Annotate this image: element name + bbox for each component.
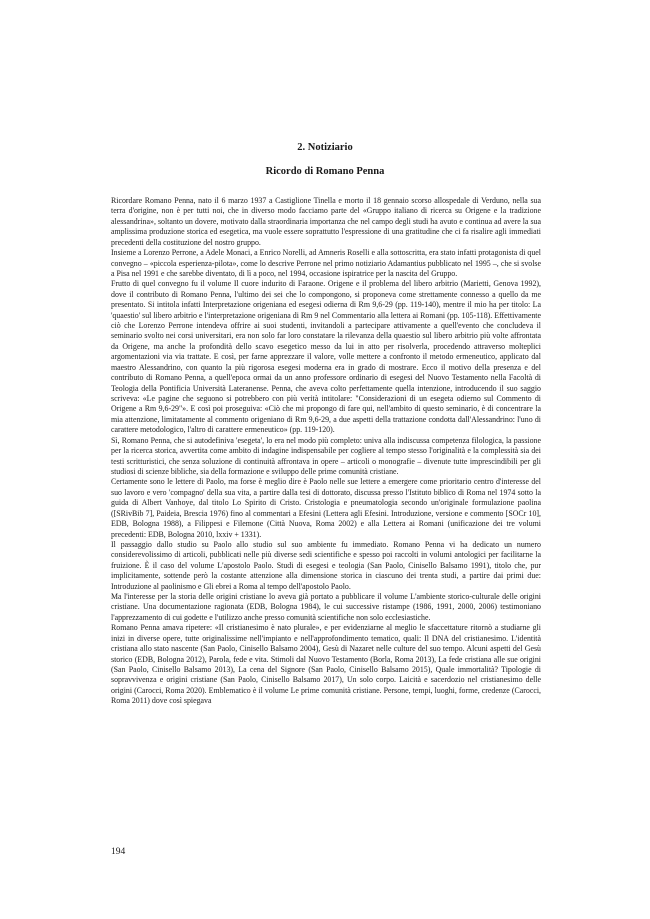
paragraph: Ricordare Romano Penna, nato il 6 marzo 1937 a Castiglione Tinella e morto il 18 gennaio scorso allospedale di Verduno, nella sua terra d'origine, non è per tutti noi, che in diverso modo facciamo parte del «Gruppo italiano di ricerca su Origene e la tradizione alessandrina», soltanto un dovere, motivato dalla straordinaria importanza che nel campo degli studi ha avuto e continua ad avere la sua amplissima produzione storica ed esegetica, ma vuole essere soprattutto l'espressione di una gratitudine che ci fa risalire agli immediati precedenti della costituzione del nostro gruppo. — [111, 196, 541, 247]
paragraph: Ma l'interesse per la storia delle origini cristiane lo aveva già portato a pubblicare il volume L'ambiente storico-culturale delle origini cristiane. Una documentazione ragionata (EDB, Bologna 1984), le cui successive ristampe (1986, 1991, 2000, 2006) testimoniano l'apprezzamento di cui godette e l'utilizzo anche presso comunità scientifiche non solo ecclesiastiche. — [111, 592, 541, 622]
paragraph: Certamente sono le lettere di Paolo, ma forse è meglio dire è Paolo nelle sue lettere a emergere come prioritario centro d'interesse del suo lavoro e vero 'compagno' della sua vita, a partire dalla tesi di dottorato, discussa presso l'Istituto biblico di Roma nel 1974 sotto la guida di Albert Vanhoye, dal titolo Lo Spirito di Cristo. Cristologia e pneumatologia secondo un'originale formulazione paolina ([SRivBib 7], Paideia, Brescia 1976) fino al commentari a Efesini (Lettera agli Efesini. Introduzione, versione e commento [SOCr 10], EDB, Bologna 1988), a Filippesi e Filemone (Città Nuova, Roma 2002) e alla Lettera ai Romani (unificazione dei tre volumi precedenti: EDB, Bologna 2010, lxxiv + 1331). — [111, 477, 541, 539]
paragraph: Romano Penna amava ripetere: «Il cristianesimo è nato plurale», e per evidenziarne al meglio le sfaccettature ritornò a studiarne gli inizi in diverse opere, tutte originalissime nell'impianto e nell'approfondimento tematico, quali: Il DNA del cristianesimo. L'identità cristiana allo stato nascente (San Paolo, Cinisello Balsamo 2004), Gesù di Nazaret nelle culture del suo tempo. Alcuni aspetti del Gesù storico (EDB, Bologna 2012), Parola, fede e vita. Stimoli dal Nuovo Testamento (Borla, Roma 2013), La fede cristiana alle sue origini (San Paolo, Cinisello Balsamo 2013), La cena del Signore (San Paolo, Cinisello Balsamo 2015), Quale immortalità? Tipologie di sopravvivenza e origini cristiane (San Paolo, Cinisello Balsamo 2017), Un solo corpo. Laicità e sacerdozio nel cristianesimo delle origini (Carocci, Roma 2020). Emblematico è il volume Le prime comunità cristiane. Persone, tempi, luoghi, forme, credenze (Carocci, Roma 2011) dove così spiegava — [111, 623, 541, 706]
paragraph: Sì, Romano Penna, che si autodefiniva 'esegeta', lo era nel modo più completo: univa alla indiscussa competenza filologica, la passione per la ricerca storica, avvertita come ambito di indagine indispensabile per cogliere al tempo stesso l'originalità e la complessità sia dei testi scritturistici, che senza soluzione di continuità affrontava in opere – articoli o monografie – divenute tutte imprescindibili per gli studiosi di scienze bibliche, sia della formazione e sviluppo delle prime comunità cristiane. — [111, 435, 541, 476]
article-title: Ricordo di Romano Penna — [265, 166, 385, 177]
article-body — [111, 196, 541, 707]
paragraph: Frutto di quel convegno fu il volume Il cuore indurito di Faraone. Origene e il problema del libero arbitrio (Marietti, Genova 1992), dove il contributo di Romano Penna, l'ultimo dei sei che lo compongono, si proponeva come strettamente connesso a quello da me presentato. Si intitola infatti Interpretazione origeniana ed esegesi odierna di Rm 9,6-29 (pp. 119-140), mentre il mio ha per titolo: La 'quaestio' sul libero arbitrio e l'interpretazione origeniana di Rm 9 nel Commentario alla lettera ai Romani (pp. 105-118). Effettivamente ciò che Lorenzo Perrone intendeva offrire ai suoi studenti, invitandoli a partecipare attivamente a quell'evento che concludeva il seminario svolto nei corsi universitari, era non solo far loro constatare la rilevanza della quaestio sul libero arbitrio più volte affrontata da Origene, ma anche la profondità dello scavo esegetico messo da lui in atto per risolverla, procedendo attraverso molteplici argomentazioni via via trattate. E così, per farne apprezzare il valore, volle mettere a confronto il metodo ermeneutico, applicato dal maestro Alessandrino, con quanto la più rigorosa esegesi moderna era in grado di mostrare. Ecco il motivo della presenza e del contributo di Romano Penna, a quell'epoca ormai da un anno professore ordinario di esegesi del Nuovo Testamento nella Facoltà di Teologia della Pontificia Università Lateranense. Penna, che aveva colto perfettamente quella intenzione, introducendo il suo saggio scriveva: «Le pagine che seguono si potrebbero con più verità intitolare: "Considerazioni di un esegeta odierno sul Commento di Origene a Rm 9,6-29"». E così poi proseguiva: «Ciò che mi propongo di fare qui, nell'ambito di questo seminario, è di concentrare la mia attenzione, limitatamente al commento origeniano di Rm 9,6-29, a due aspetti della trattazione condotta dall'Alessandrino: l'uno di carattere metodologico, l'altro di carattere ermeneutico» (pp. 119-120). — [111, 279, 541, 435]
paragraph: Il passaggio dallo studio su Paolo allo studio sul suo ambiente fu immediato. Romano Penna vi ha dedicato un numero considerevolissimo di articoli, pubblicati nelle più diverse sedi scientifiche e spesso poi raccolti in volumi antologici per facilitarne la fruizione. È il caso del volume L'apostolo Paolo. Studi di esegesi e teologia (San Paolo, Cinisello Balsamo 1991), titolo che, pur implicitamente, sottende però la costante attenzione alla dimensione storica in ciascuno dei trenta studi, a partire dai primi due: Introduzione al paolinismo e Gli ebrei a Roma al tempo dell'apostolo Paolo. — [111, 539, 541, 591]
paragraph: Insieme a Lorenzo Perrone, a Adele Monaci, a Enrico Norelli, ad Amneris Roselli e alla sottoscritta, era stato infatti protagonista di quel convegno – «piccola esperienza-pilota», come lo descrive Perrone nel primo notiziario Adamantius pubblicato nel 1995 –, che si svolse a Pisa nel 1991 e che sarebbe diventato, di lì a poco, nel 1994, occasione ispiratrice per la nascita del Gruppo. — [111, 248, 541, 278]
section-title: 2. Notiziario — [297, 142, 353, 153]
page-number: 194 — [111, 847, 126, 857]
